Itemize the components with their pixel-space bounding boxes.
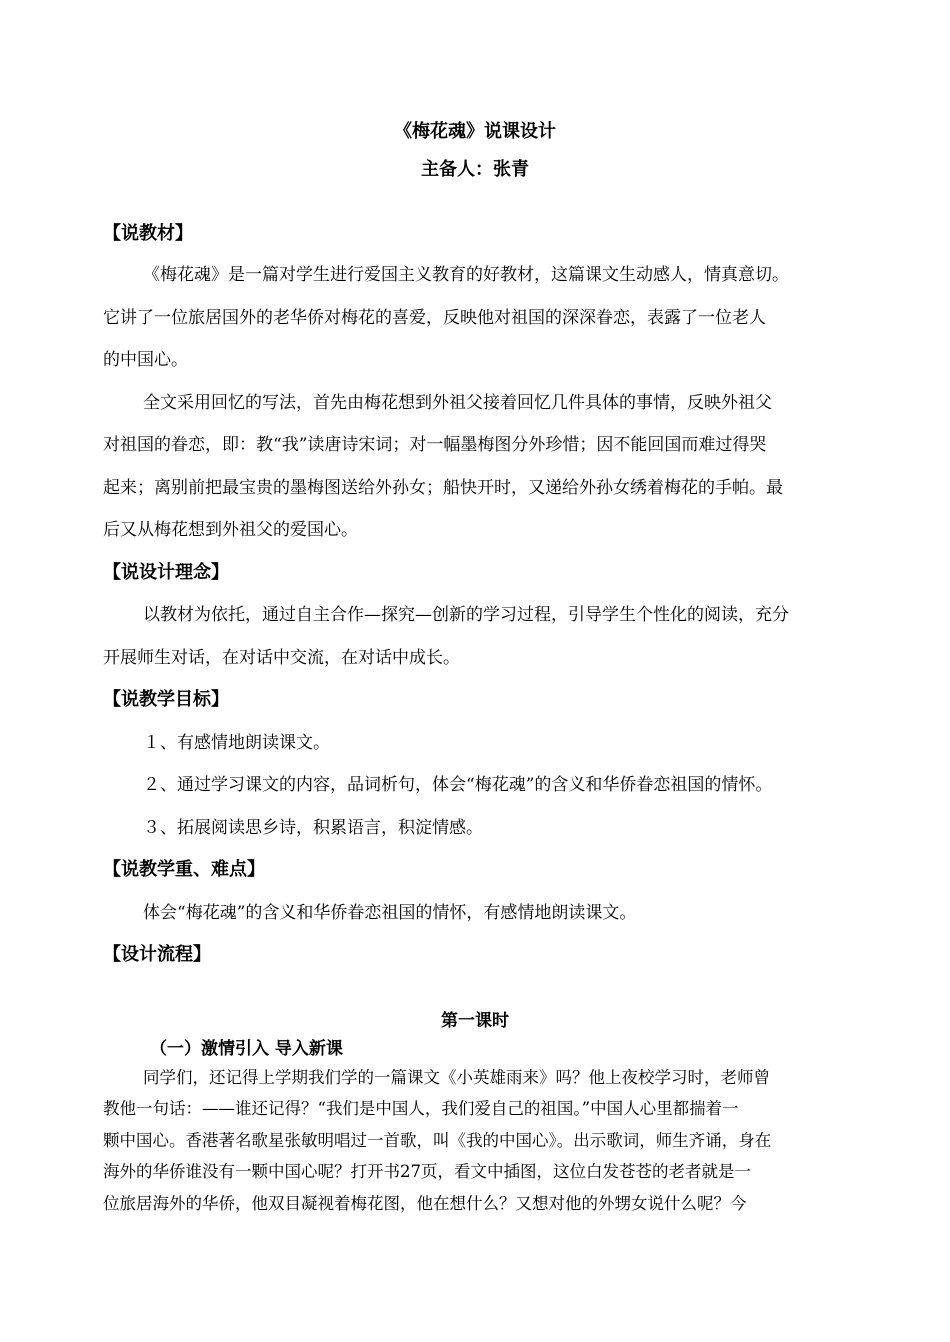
lesson-line: 同学们，还记得上学期我们学的一篇课文《小英雄雨来》吗？他上夜校学习时，老师曾 (143, 1068, 770, 1087)
goal-item: ２、通过学习课文的内容，品词析句，体会“梅花魂”的含义和华侨眷恋祖国的情怀。 (143, 775, 773, 795)
paragraph-line: 它讲了一位旅居国外的老华侨对梅花的喜爱，反映他对祖国的深深眷恋，表露了一位老人 (103, 308, 766, 328)
section-heading-materials: 【说教材】 (103, 223, 193, 244)
lesson-line: 位旅居海外的华侨，他双目凝视着梅花图，他在想什么？又想对他的外甥女说什么呢？今 (103, 1194, 747, 1213)
author-line: 主备人：张青 (421, 159, 529, 180)
paragraph-line: 后又从梅花想到外祖父的爱国心。 (103, 520, 358, 540)
paragraph-line: 《梅花魂》是一篇对学生进行爱国主义教育的好教材，这篇课文生动感人，情真意切。 (143, 265, 789, 285)
section-heading-flow: 【设计流程】 (103, 944, 211, 965)
lesson-title: 第一课时 (441, 1011, 509, 1031)
goal-item: １、有感情地朗读课文。 (143, 733, 330, 753)
lesson-line: 颗中国心。香港著名歌星张敏明唱过一首歌，叫《我的中国心》。出示歌词，师生齐诵，身在 (103, 1131, 772, 1150)
section-heading-key-points: 【说教学重、难点】 (103, 859, 265, 880)
paragraph-line: 体会“梅花魂”的含义和华侨眷恋祖国的情怀，有感情地朗读课文。 (143, 903, 637, 923)
paragraph-line: 以教材为依托，通过自主合作—探究—创新的学习过程，引导学生个性化的阅读，充分 (143, 605, 789, 625)
paragraph-line: 的中国心。 (103, 350, 188, 370)
paragraph-line: 开展师生对话，在对话中交流，在对话中成长。 (103, 648, 460, 668)
paragraph-line: 对祖国的眷恋，即：教“我”读唐诗宋词；对一幅墨梅图分外珍惜；因不能回国而难过得哭 (103, 435, 767, 455)
paragraph-line: 全文采用回忆的写法，首先由梅花想到外祖父接着回忆几件具体的事情，反映外祖父 (143, 393, 772, 413)
lesson-line: 教他一句话：——谁还记得？“我们是中国人，我们爱自己的祖国。”中国人心里都揣着一 (103, 1099, 739, 1118)
section-heading-goals: 【说教学目标】 (103, 689, 229, 710)
lesson-part-heading: （一）激情引入 导入新课 (150, 1039, 343, 1059)
paragraph-line: 起来；离别前把最宝贵的墨梅图送给外孙女；船快开时，又递给外孙女绣着梅花的手帕。最 (103, 478, 783, 498)
document-title: 《梅花魂》说课设计 (394, 121, 556, 142)
lesson-line: 海外的华侨谁没有一颗中国心呢？打开书27页，看文中插图，这位白发苍苍的老者就是一 (103, 1162, 751, 1181)
goal-item: ３、拓展阅读思乡诗，积累语言，积淀情感。 (143, 818, 483, 838)
section-heading-concept: 【说设计理念】 (103, 562, 229, 583)
